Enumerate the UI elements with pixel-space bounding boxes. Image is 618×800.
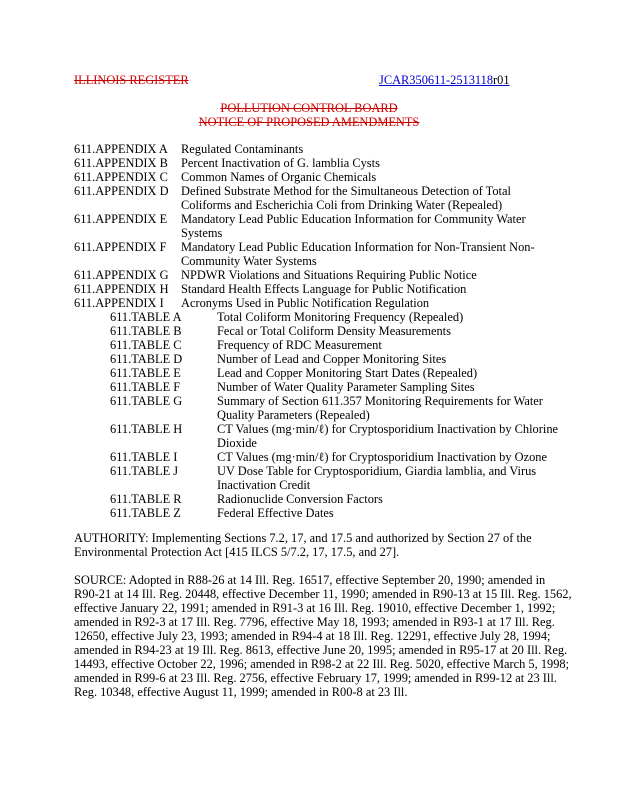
- table-title: Number of Water Quality Parameter Sampling Sites: [217, 380, 475, 394]
- appendix-title: NPDWR Violations and Situations Requiring Public Notice: [181, 268, 477, 282]
- table-entry: [0, 450, 618, 464]
- table-entry: [0, 310, 618, 324]
- authority-paragraph: AUTHORITY: Implementing Sections 7.2, 17, and 17.5 and authorized by Section 27 of the Environmental Protection Act [415 ILCS 5/7.2, 17, 17.5, and 27].: [74, 531, 532, 559]
- notice-title: NOTICE OF PROPOSED AMENDMENTS: [198, 115, 420, 129]
- appendix-title: Regulated Contaminants: [181, 142, 304, 156]
- table-entry: [0, 324, 618, 338]
- table-entry: [0, 422, 618, 450]
- table-entry: [0, 380, 618, 394]
- table-entry: [0, 352, 618, 366]
- table-title: Summary of Section 611.357 Monitoring Requirements for Water Quality Parameters (Repealed): [217, 394, 543, 422]
- table-title: Lead and Copper Monitoring Start Dates (Repealed): [217, 366, 478, 380]
- appendix-title: Common Names of Organic Chemicals: [181, 170, 377, 184]
- source-paragraph: SOURCE: Adopted in R88-26 at 14 Ill. Reg. 16517, effective September 20, 1990; amended in R90-21 at 14 Ill. Reg. 20448, effective December 11, 1990; amended in R90-13 at 15 Ill. Reg. 1562, effective January 22, 1991; amended in R91-3 at 16 Ill. Reg. 19010, effective December 1, 1992; amended in R92-3 at 17 Ill. Reg. 7796, effective May 18, 1993; amended in R93-1 at 17 Ill. Reg. 12650, effective July 23, 1993; amended in R94-4 at 18 Ill. Reg. 12291, effective July 28, 1994; amended in R94-23 at 19 Ill. Reg. 8613, effective June 20, 1995; amended in R95-17 at 20 Ill. Reg. 14493, effective October 22, 1996; amended in R98-2 at 22 Ill. Reg. 5020, effective March 5, 1998; amended in R99-6 at 23 Ill. Reg. 2756, effective February 17, 1999; amended in R99-12 at 23 Ill. Reg. 10348, effective August 11, 1999; amended in R00-8 at 23 Ill.: [74, 573, 572, 699]
- table-label: 611.TABLE F: [110, 380, 181, 394]
- appendix-label: 611.APPENDIX C: [74, 170, 168, 184]
- appendix-entry: [0, 240, 618, 268]
- register-header: ILLINOIS REGISTER: [74, 73, 189, 87]
- table-title: CT Values (mg·min/ℓ) for Cryptosporidium Inactivation by Ozone: [217, 450, 547, 464]
- jcar-code-suffix: r01: [493, 73, 510, 87]
- jcar-code[interactable]: [379, 73, 510, 87]
- agency-title: POLLUTION CONTROL BOARD: [220, 101, 398, 115]
- appendix-title: Defined Substrate Method for the Simultaneous Detection of Total Coliforms and Escherichia Coli from Drinking Water (Repealed): [181, 184, 511, 212]
- table-title: Radionuclide Conversion Factors: [217, 492, 383, 506]
- table-entry: [0, 394, 618, 422]
- table-label: 611.TABLE D: [110, 352, 183, 366]
- table-title: CT Values (mg·min/ℓ) for Cryptosporidium Inactivation by Chlorine Dioxide: [217, 422, 559, 450]
- appendix-title: Acronyms Used in Public Notification Regulation: [181, 296, 430, 310]
- appendix-label: 611.APPENDIX A: [74, 142, 168, 156]
- table-label: 611.TABLE R: [110, 492, 182, 506]
- jcar-code-number: JCAR350611-2513118: [379, 73, 494, 87]
- table-label: 611.TABLE E: [110, 366, 181, 380]
- appendix-label: 611.APPENDIX H: [74, 282, 169, 296]
- appendix-label: 611.APPENDIX I: [74, 296, 164, 310]
- appendix-entry: [0, 212, 618, 240]
- appendix-label: 611.APPENDIX B: [74, 156, 168, 170]
- table-label: 611.TABLE H: [110, 422, 183, 436]
- appendix-entry: [0, 282, 618, 296]
- table-title: Number of Lead and Copper Monitoring Sites: [217, 352, 447, 366]
- appendix-entry: [0, 268, 618, 282]
- appendix-title: Percent Inactivation of G. lamblia Cysts: [181, 156, 380, 170]
- table-title: Fecal or Total Coliform Density Measurements: [217, 324, 451, 338]
- appendix-label: 611.APPENDIX F: [74, 240, 167, 254]
- table-label: 611.TABLE C: [110, 338, 182, 352]
- appendix-entry: [0, 170, 618, 184]
- appendix-label: 611.APPENDIX G: [74, 268, 169, 282]
- table-title: UV Dose Table for Cryptosporidium, Giardia lamblia, and Virus Inactivation Credit: [217, 464, 537, 492]
- appendix-entry: [0, 156, 618, 170]
- appendix-title: Standard Health Effects Language for Public Notification: [181, 282, 467, 296]
- appendix-entry: [0, 184, 618, 212]
- table-label: 611.TABLE G: [110, 394, 183, 408]
- table-label: 611.TABLE A: [110, 310, 182, 324]
- table-entry: [0, 492, 618, 506]
- appendix-label: 611.APPENDIX E: [74, 212, 168, 226]
- table-title: Total Coliform Monitoring Frequency (Repealed): [217, 310, 464, 324]
- appendix-title: Mandatory Lead Public Education Information for Non-Transient Non-Community Water Systems: [181, 240, 535, 268]
- table-label: 611.TABLE I: [110, 450, 178, 464]
- table-label: 611.TABLE J: [110, 464, 179, 478]
- table-of-contents: [0, 142, 618, 520]
- table-entry: [0, 338, 618, 352]
- table-entry: [0, 506, 618, 520]
- table-entry: [0, 464, 618, 492]
- table-title: Frequency of RDC Measurement: [217, 338, 382, 352]
- appendix-label: 611.APPENDIX D: [74, 184, 169, 198]
- table-label: 611.TABLE B: [110, 324, 182, 338]
- table-entry: [0, 366, 618, 380]
- table-label: 611.TABLE Z: [110, 506, 181, 520]
- appendix-title: Mandatory Lead Public Education Information for Community Water Systems: [181, 212, 526, 240]
- appendix-entry: [0, 296, 618, 310]
- appendix-entry: [0, 142, 618, 156]
- table-title: Federal Effective Dates: [217, 506, 334, 520]
